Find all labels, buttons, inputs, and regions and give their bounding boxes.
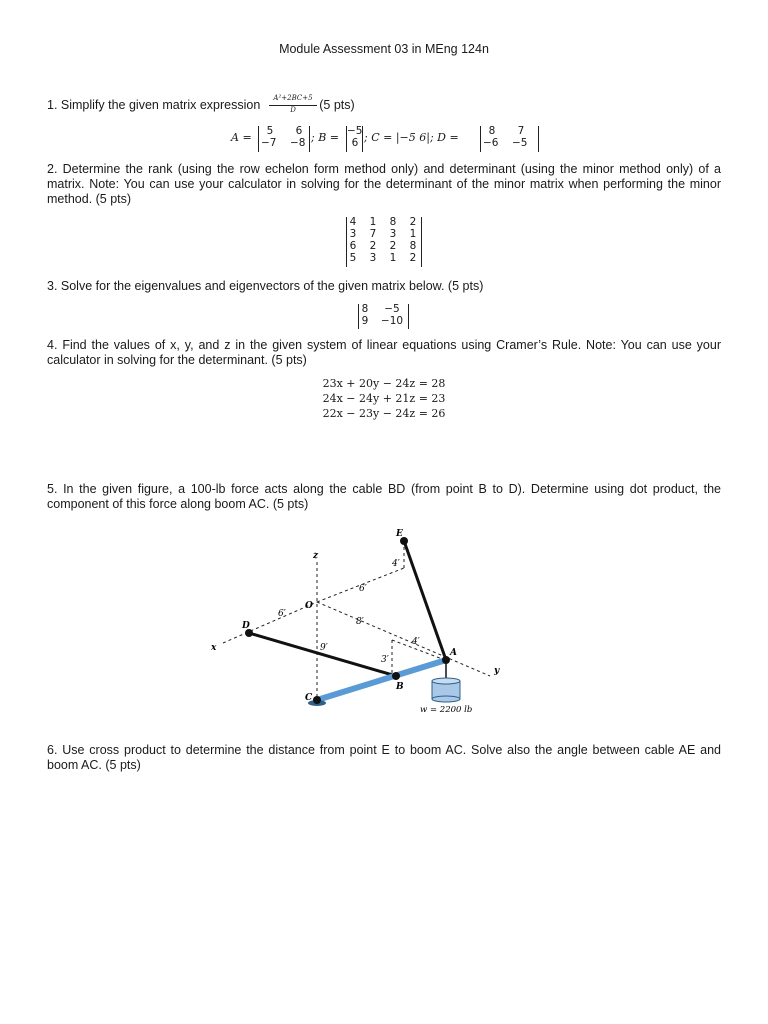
cable-BD [249,633,396,676]
question-2-text: 2. Determine the rank (using the row echelon form method only) and determinant (using the minor method only) of a matrix. Note: You can use your calculator in solving for the determinant of the minor matrix when performing the minor method. (5 pts) [47,162,721,206]
label-E: E [396,529,403,539]
point-B [392,672,400,680]
matrix-q2-cell: 3 [349,228,357,240]
matrix-A-cell: 5 [266,125,274,137]
point-A [442,656,450,664]
weight-bottom [432,696,460,702]
question-1-text: 1. Simplify the given matrix expression [47,98,261,112]
label-A: A [450,648,457,658]
label-dim-4b: 4′ [412,637,420,647]
matrix-q3-cell: 8 [361,303,369,315]
question-1-points: (5 pts) [319,98,355,112]
matrix-D-cell: −6 [483,137,499,149]
label-dim-9: 9′ [320,643,328,653]
matrix-A-cell: 6 [295,125,303,137]
matrix-q2-cell: 5 [349,252,357,264]
label-dim-6b: 6′ [278,609,286,619]
matrix-q3-cell: −10 [380,315,404,327]
point-C [313,696,321,704]
equation-1: 23x + 20y − 24z = 28 [322,377,446,390]
label-C: C [305,693,313,703]
matrix-q2-cell: 2 [389,240,397,252]
matrix-q2-cell: 3 [369,252,377,264]
question-6-text: 6. Use cross product to determine the distance from point E to boom AC. Solve also the angle between cable AE and boom AC. (5 pts) [47,743,721,772]
label-dim-3: 3′ [381,655,389,665]
matrix-q2-cell: 7 [369,228,377,240]
matrix-A-cell: −8 [290,137,306,149]
label-B: B [396,682,404,692]
matrix-q2-cell: 1 [369,216,377,228]
matrix-q2-cell: 1 [389,252,397,264]
y-axis [317,602,490,676]
question-5-text: 5. In the given figure, a 100-lb force acts along the cable BD (from point B to D). Determine using dot product, the component of this force along boom AC. (5 pts) [47,482,721,511]
matrix-A-label: A = [231,131,252,144]
fraction-denominator: D [290,106,296,114]
x-axis [223,602,317,643]
question-4-text: 4. Find the values of x, y, and z in the given system of linear equations using Cramer’s Rule. Note: You can use your calculator in solving for the determinant. (5 pts) [47,338,721,367]
matrix-q2-cell: 4 [349,216,357,228]
label-dim-6a: 6′ [359,584,367,594]
matrix-q3-cell: −5 [384,303,400,315]
matrix-q3-cell: 9 [361,315,369,327]
matrix-q2-cell: 8 [389,216,397,228]
matrix-B-cell: −5 [347,125,363,137]
label-D: D [242,621,250,631]
matrix-q2-cell: 2 [369,240,377,252]
cable-AE [404,541,446,660]
label-z: z [313,551,319,561]
matrix-A-cell: −7 [261,137,277,149]
fraction-numerator: A²+2BC+5 [273,94,313,102]
matrix-q2-cell: 1 [409,228,417,240]
matrix-D-cell: −5 [512,137,528,149]
matrix-q2-cell: 2 [409,216,417,228]
matrix-D-cell: 8 [488,125,496,137]
matrix-q2-cell: 6 [349,240,357,252]
question-3-text: 3. Solve for the eigenvalues and eigenvectors of the given matrix below. (5 pts) [47,279,484,293]
label-O: O [305,601,313,611]
matrix-q2-cell: 3 [389,228,397,240]
label-y: y [494,666,500,676]
label-x: x [211,643,217,653]
matrix-q2-cell: 8 [409,240,417,252]
label-dim-4a: 4′ [392,559,400,569]
matrix-q2-cell: 2 [409,252,417,264]
equation-3: 22x − 23y − 24z = 26 [322,407,446,420]
label-dim-8: 8′ [356,617,364,627]
page-title: Module Assessment 03 in MEng 124n [279,42,489,56]
equation-2: 24x − 24y + 21z = 23 [322,392,446,405]
matrix-B-label: ; B = [311,131,339,144]
label-weight: w = 2200 lb [420,705,473,715]
matrix-C-and-D-label: ; C = |−5 6|; D = [364,131,459,144]
matrix-D-cell: 7 [517,125,525,137]
weight-top [432,678,460,684]
boom-AC [317,660,446,700]
matrix-B-cell: 6 [351,137,359,149]
